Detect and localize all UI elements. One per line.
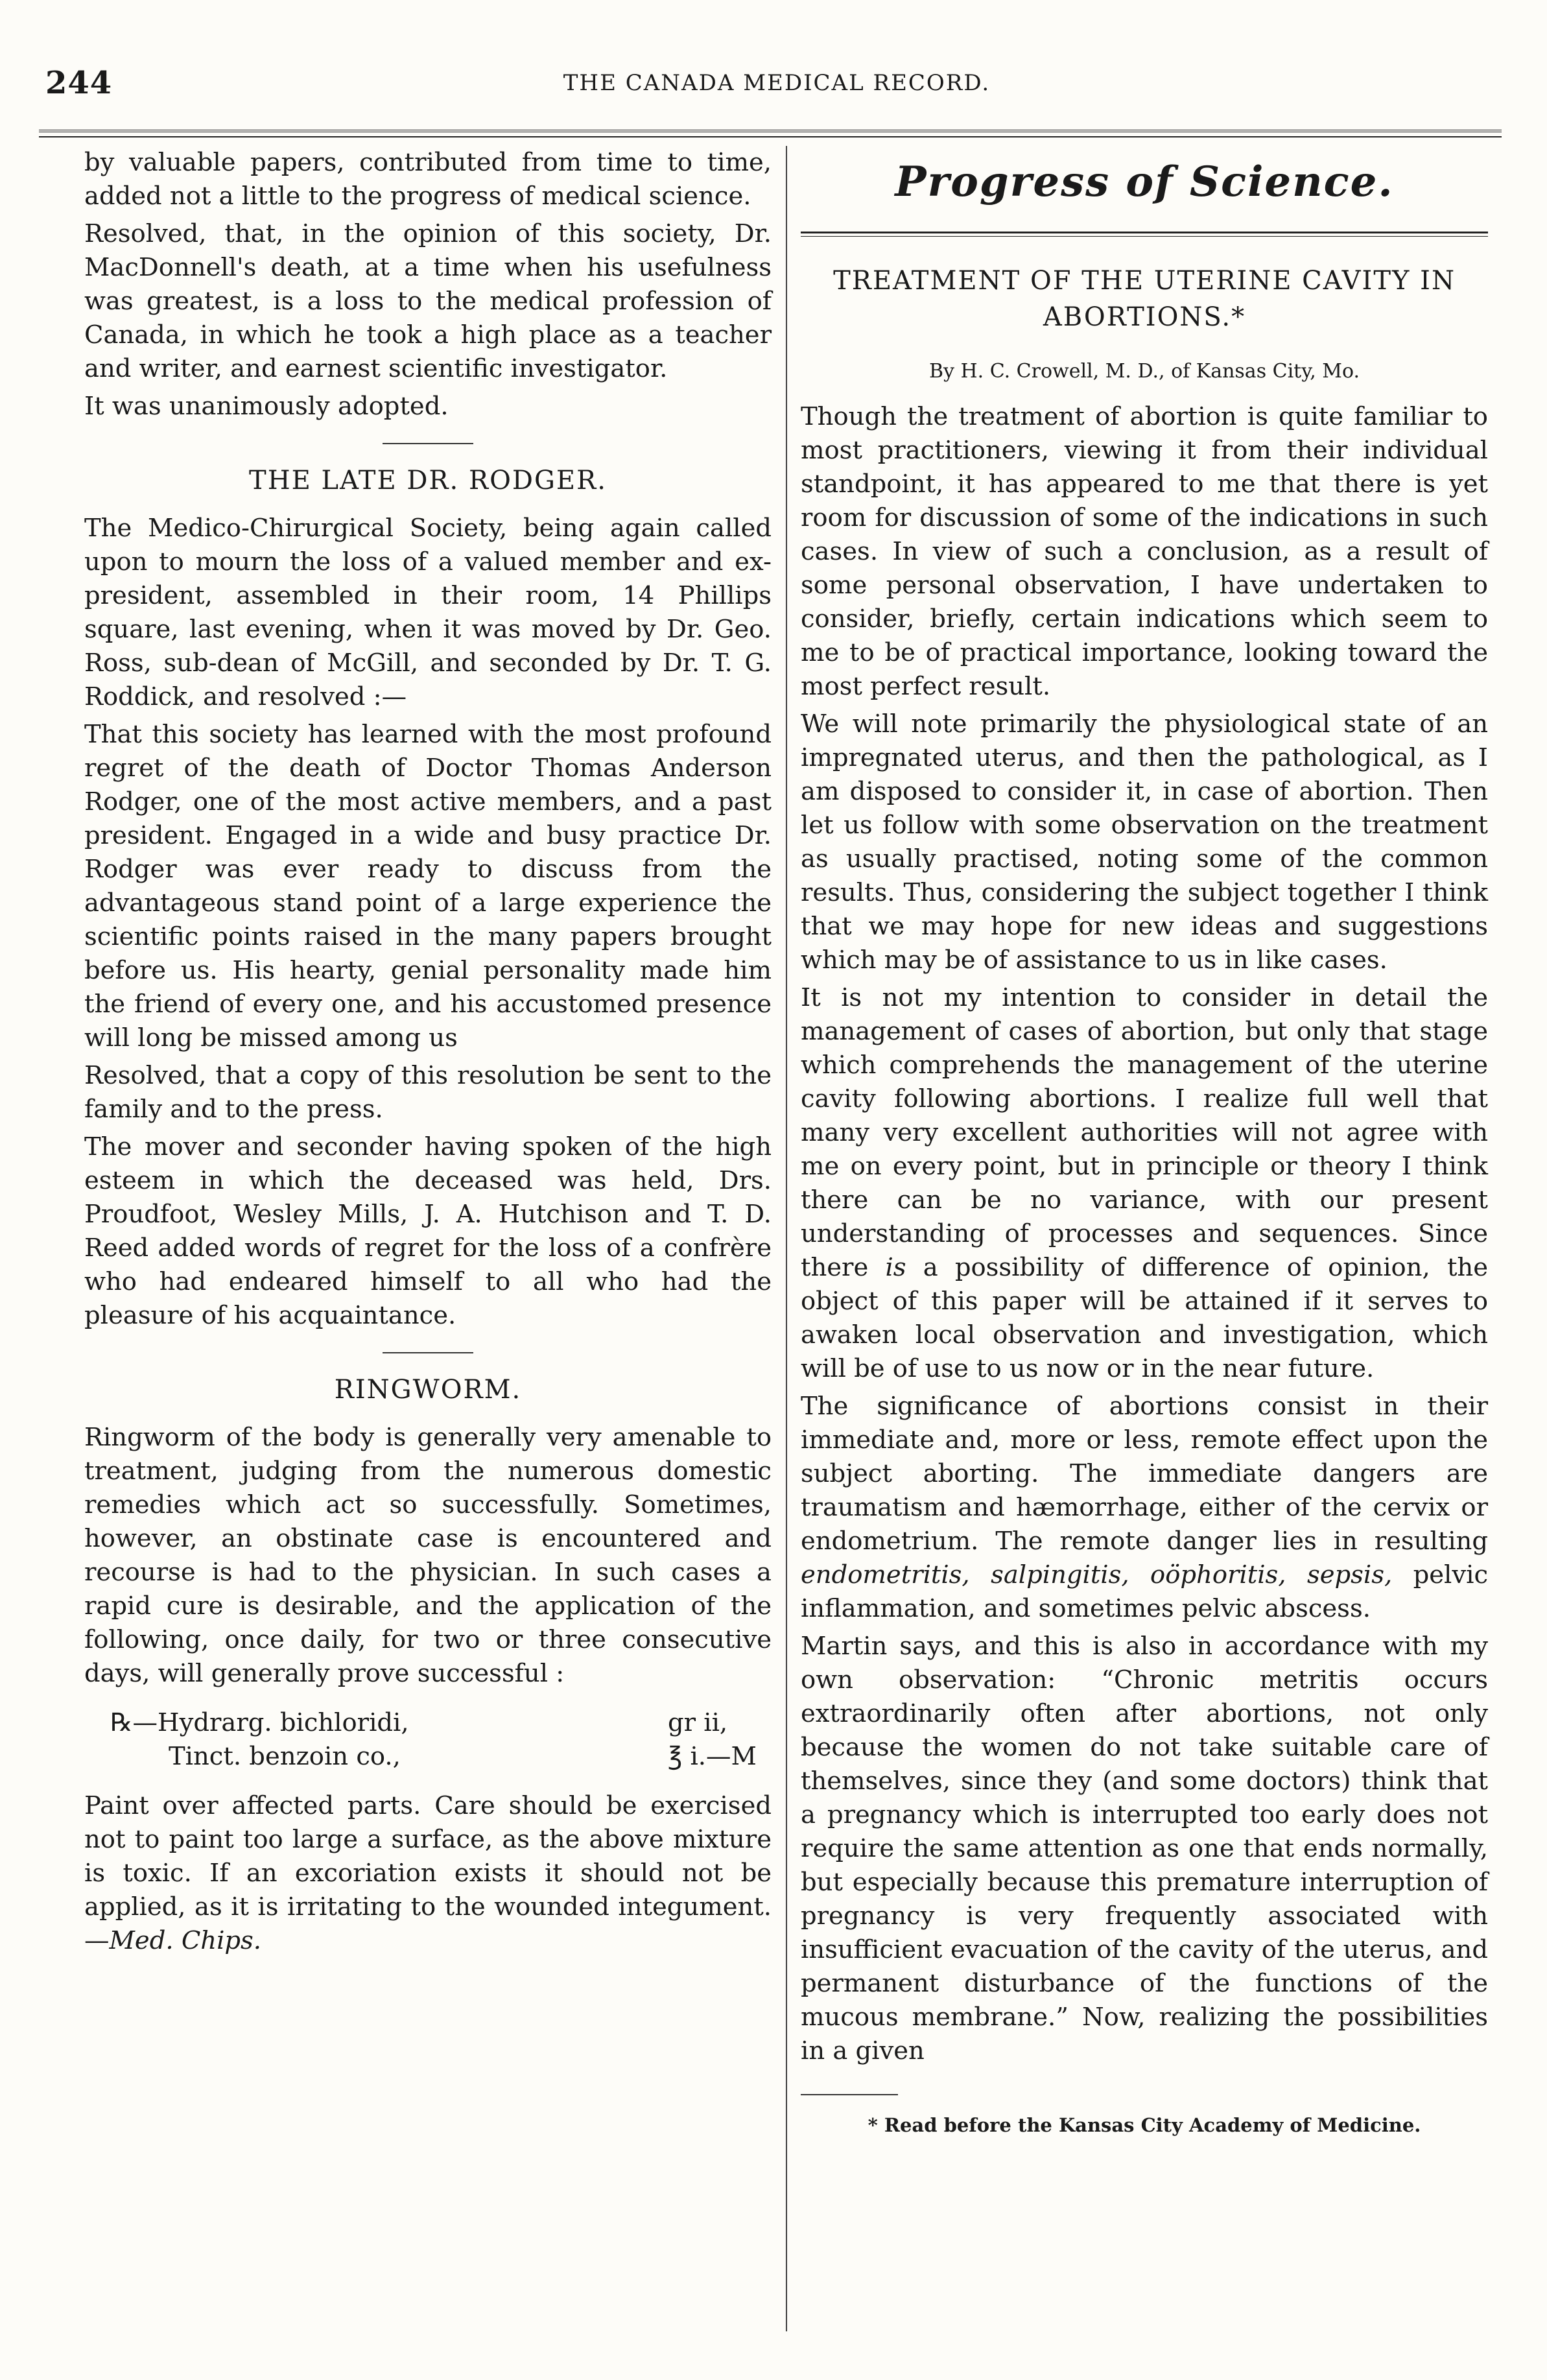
article-paragraph: Though the treatment of abortion is quite familiar to most practitioners, viewing it from their individual standpoint, it has appeared to me that there is yet room for discussion of some of the indications in such cases. In view of such a conclusion, as a result of some personal observation, I have undertaken to consider, briefly, certain indications which seem to me to be of practical importance, looking toward the most perfect result. (801, 402, 1488, 701)
article-paragraph: Martin says, and this is also in accordance with my own observation: “Chronic metritis occurs extraordinarily often after abortions, not only because the women do not take suitable care of themselves, since they (and some doctors) think that a pregnancy which is interrupted too early does not require the same attention as one that ends normally, but especially because this premature interruption of pregnancy is very frequently associated with insufficient evacuation of the cavity of the uterus, and permanent disturbance of the functions of the mucous membrane.” Now, realizing the possibilities in a given (801, 1632, 1488, 2065)
rx-dose: ℥ i.—M (668, 1742, 757, 1771)
prescription (110, 1706, 772, 1774)
article-title: TREATMENT OF THE UTERINE CAVITY IN ABORTIONS.* (833, 266, 1456, 332)
rodger-paragraph: The Medico-Chirurgical Society, being again called upon to mourn the loss of a valued member and ex-president, assembled in their room, 14 Phillips square, last evening, when it was moved by Dr. Geo. Ross, sub-dean of McGill, and seconded by Dr. T. G. Roddick, and resolved :— (84, 514, 772, 711)
rx-dose: gr ii, (668, 1708, 728, 1737)
intro-paragraph: by valuable papers, contributed from time to time, added not a little to the progress of medical science. (84, 148, 772, 211)
header-rule (39, 130, 1502, 137)
banner-rule (801, 232, 1488, 237)
left-column (84, 146, 772, 1962)
ringworm-text: Paint over affected parts. Care should be exercised not to paint too large a surface, as the above mixture is toxic. If an excoriation exists it should not be applied, as it is irritating to the wounded integument.— (84, 1791, 772, 1955)
ringworm-source: Med. Chips. (109, 1926, 262, 1955)
rodger-section-title: THE LATE DR. RODGER. (249, 466, 607, 495)
section-separator (383, 443, 473, 444)
ringworm-paragraph: Ringworm of the body is generally very amenable to treatment, judging from the numerous domestic remedies which act so successfully. Sometimes, however, an obstinate case is encountered and recourse is had to the physician. In such cases a rapid cure is desirable, and the application of the following, once daily, for two or three consecutive days, will generally prove successful : (84, 1423, 772, 1688)
text-run: It is not my intention to consider in detail the management of cases of abortion, but only that stage which comprehends the management of the uterine cavity following abortions. I realize full well that many very excellent authorities will not agree with me on every point, but in principle or theory I think there can be no variance, with our present understanding of processes and sequences. Since there (801, 983, 1488, 1282)
section-banner: Progress of Science. (895, 158, 1394, 206)
rodger-paragraph: The mover and seconder having spoken of the high esteem in which the deceased was held, Drs. Proudfoot, Wesley Mills, J. A. Hutchison and T. D. Reed added words of regret for the loss of a confrère who had endeared himself to all who had the pleasure of his acquaintance. (84, 1132, 772, 1330)
rx-drug: Tinct. benzoin co., (169, 1742, 401, 1771)
byline: By H. C. Crowell, M. D., of Kansas City, Mo. (928, 360, 1360, 383)
section-separator (383, 1352, 473, 1353)
ringworm-paragraph (84, 1789, 772, 1958)
right-column (801, 146, 1488, 2142)
emphasis-run: is (885, 1253, 906, 1282)
emphasis-run: endometritis, salpingitis, oöphoritis, sepsis, (801, 1560, 1393, 1589)
intro-paragraph: Resolved, that, in the opinion of this society, Dr. MacDonnell's death, at a time when his usefulness was greatest, is a loss to the medical profession of Canada, in which he took a high place as a teacher and writer, and earnest scientific investigator. (84, 219, 772, 383)
rodger-paragraph: That this society has learned with the most profound regret of the death of Doctor Thomas Anderson Rodger, one of the most active members, and a past president. Engaged in a wide and busy practice Dr. Rodger was ever ready to discuss from the advantageous stand point of a large experience the scientific points raised in the many papers brought before us. His hearty, genial personality made him the friend of every one, and his accustomed presence will long be missed among us (84, 720, 772, 1053)
page-number: 244 (45, 65, 113, 101)
journal-title: THE CANADA MEDICAL RECORD. (563, 70, 991, 96)
text-run: pelvic inflammation, and sometimes pelvic abscess. (801, 1560, 1489, 1623)
article-paragraph (801, 1390, 1488, 1626)
footnote: * Read before the Kansas City Academy of Medicine. (868, 2114, 1421, 2136)
rx-drug: ℞—Hydrarg. bichloridi, (110, 1708, 409, 1737)
text-run: a possibility of difference of opinion, the object of this paper will be attained if it serves to awaken local observation and investigation, which will be of use to us now or in the near future. (801, 1253, 1489, 1383)
text-run: The significance of abortions consist in their immediate and, more or less, remote effect upon the subject aborting. The immediate dangers are traumatism and hæmorrhage, either of the cervix or endometrium. The remote danger lies in resulting (801, 1392, 1488, 1556)
column-divider (786, 146, 787, 2331)
article-paragraph: We will note primarily the physiological state of an impregnated uterus, and then the pathological, as I am disposed to consider it, in case of abortion. Then let us follow with some observation on the treatment as usually practised, noting some of the common results. Thus, considering the subject together I think that we may hope for new ideas and suggestions which may be of assistance to us in like cases. (801, 709, 1488, 975)
intro-paragraph: It was unanimously adopted. (84, 392, 449, 421)
rodger-paragraph: Resolved, that a copy of this resolution be sent to the family and to the press. (84, 1061, 772, 1124)
ringworm-section-title: RINGWORM. (334, 1375, 522, 1405)
running-head (45, 65, 1508, 110)
footnote-rule (801, 2094, 898, 2095)
article-paragraph (801, 981, 1488, 1386)
